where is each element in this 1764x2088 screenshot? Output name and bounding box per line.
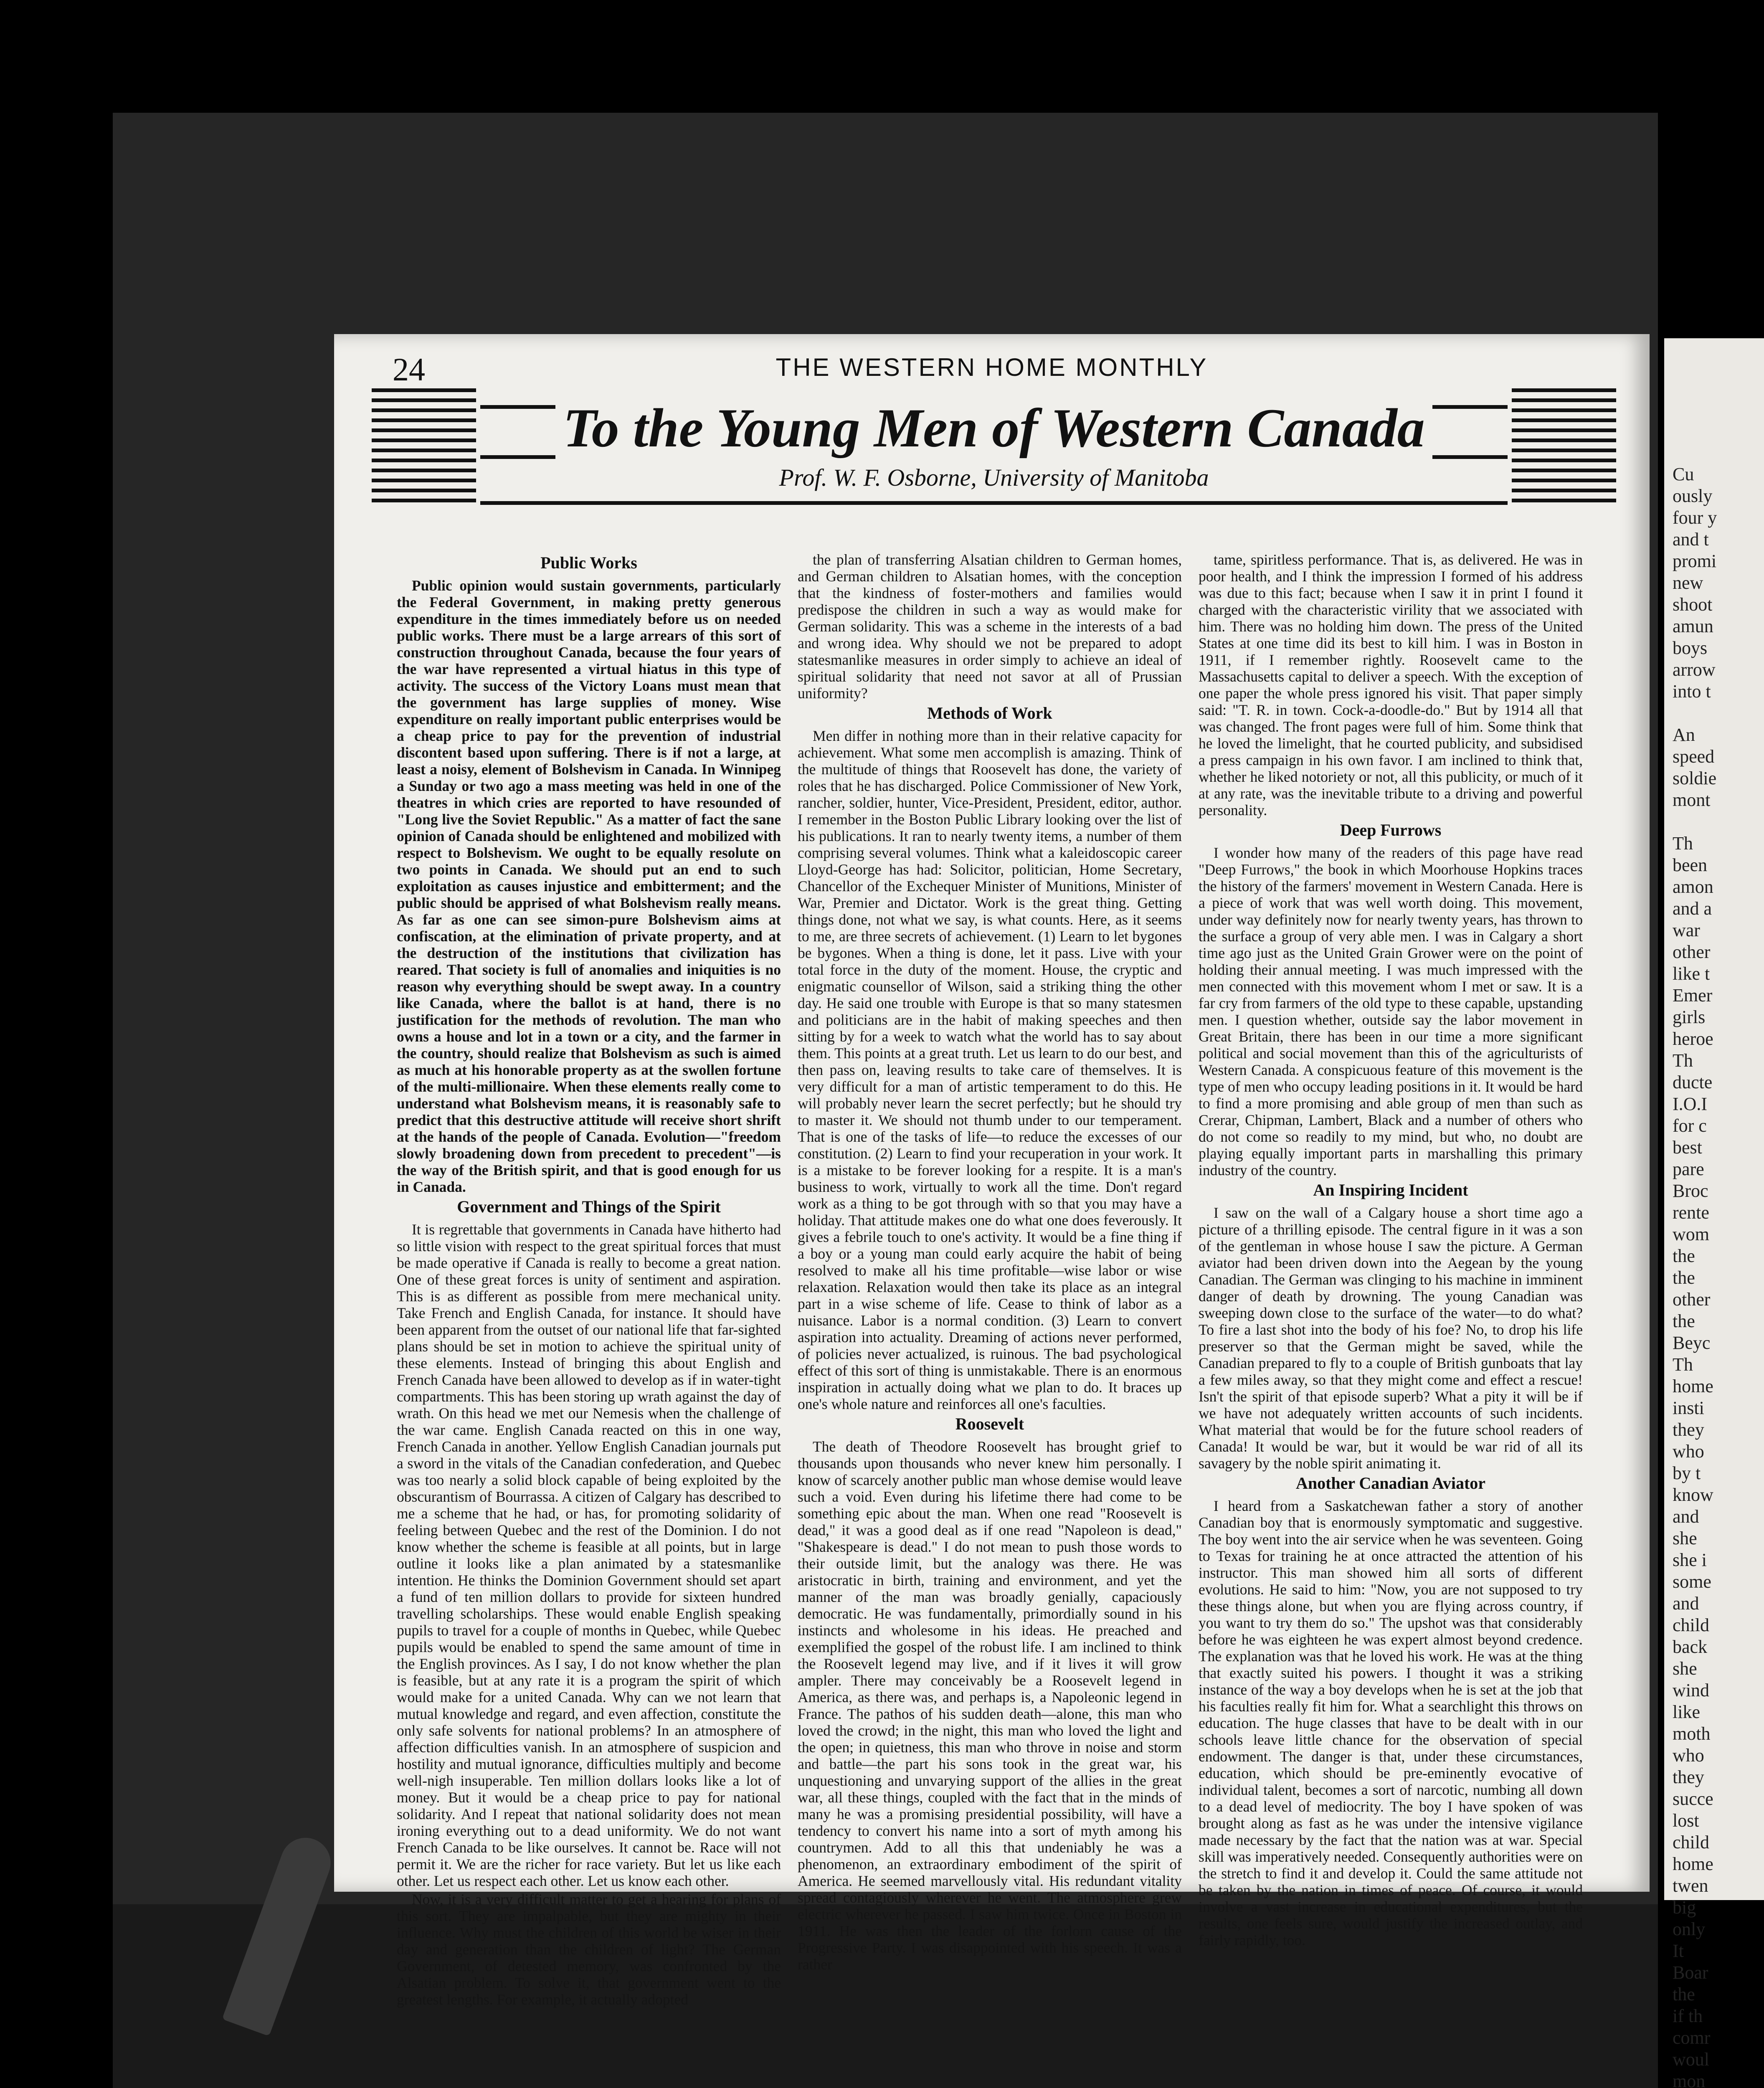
adjacent-text-fragment: child bbox=[1673, 1615, 1709, 1635]
adjacent-text-fragment: Boar bbox=[1673, 1962, 1708, 1983]
adjacent-text-fragment: child bbox=[1673, 1832, 1709, 1852]
banner-line bbox=[480, 455, 555, 459]
adjacent-text-fragment: woul bbox=[1673, 2049, 1709, 2070]
adjacent-text-fragment: Emer bbox=[1673, 985, 1713, 1006]
banner-line bbox=[480, 405, 555, 409]
adjacent-text-fragment: other bbox=[1673, 1289, 1711, 1310]
adjacent-text-fragment: soldie bbox=[1673, 768, 1717, 788]
adjacent-text-fragment: Th bbox=[1673, 1050, 1693, 1071]
column-1 bbox=[397, 551, 781, 2008]
adjacent-text-fragment: heroe bbox=[1673, 1029, 1713, 1049]
adjacent-text-fragment: insti bbox=[1673, 1398, 1704, 1418]
adjacent-text-fragment: pare bbox=[1673, 1159, 1704, 1179]
adjacent-text-fragment: Th bbox=[1673, 1354, 1693, 1375]
adjacent-text-fragment: boys bbox=[1673, 638, 1708, 658]
adjacent-text-fragment bbox=[1673, 811, 1764, 833]
section-heading: Public Works bbox=[540, 553, 637, 572]
banner-line bbox=[1432, 405, 1508, 409]
adjacent-text-fragment: Th bbox=[1673, 833, 1693, 854]
adjacent-text-fragment: some bbox=[1673, 1571, 1711, 1592]
adjacent-text-fragment: and a bbox=[1673, 898, 1712, 919]
adjacent-text-fragment: best bbox=[1673, 1137, 1702, 1158]
decorative-rules-left bbox=[372, 388, 476, 509]
magazine-page bbox=[334, 334, 1650, 2008]
adjacent-text-fragment: mon bbox=[1673, 2071, 1706, 2088]
adjacent-text-fragment: amon bbox=[1673, 877, 1713, 897]
adjacent-text-fragment: the bbox=[1673, 1311, 1695, 1331]
adjacent-text-fragment: and t bbox=[1673, 529, 1709, 550]
adjacent-text-fragment: who bbox=[1673, 1745, 1704, 1766]
adjacent-text-fragment: speed bbox=[1673, 746, 1715, 767]
adjacent-text-fragment: amun bbox=[1673, 616, 1713, 636]
adjacent-text-fragment: comr bbox=[1673, 2027, 1711, 2048]
section-heading: Another Canadian Aviator bbox=[1295, 1474, 1486, 1493]
adjacent-text-fragment: she bbox=[1673, 1658, 1697, 1679]
adjacent-text-fragment: into t bbox=[1673, 681, 1711, 702]
adjacent-text-fragment: she i bbox=[1673, 1550, 1707, 1570]
paragraph: I saw on the wall of a Calgary house a short time ago a picture of a thrilling episode. The central figure in it was a son of the gentleman in whose house I saw the picture. A German aviator had been driven down into the Aegean by the young Canadian. The German was clinging to his machine in imminent danger of death by drowning. The young Canadian was sweeping down close to the surface of the water—to do what? To fire a last shot into the body of his foe? No, to drop his life preserver so that the German might be saved, while the Canadian prepared to fly to a couple of British gunboats that lay a few miles away, so that they might come and effect a rescue! Isn't the spirit of that episode superb? What a pity it will be if we have not adequately written accounts of such incidents. What material that would be for the future school readers of Canada! It would be war, but it would be war rid of all its savagery by the noble spirit animating it. bbox=[1199, 1204, 1583, 1472]
adjacent-text-fragment: like t bbox=[1673, 963, 1710, 984]
paragraph: the plan of transferring Alsatian children to German homes, and German children to Alsatian homes, with the conception that the kindness of foster-mothers and families would predispose the children in such a way as would make for German solidarity. This was a scheme in the interests of a bad and wrong idea. Why should we not be prepared to adopt statesmanlike measures in order simply to achieve an ideal of spiritual solidarity that need not savor at all of Prussian uniformity? bbox=[798, 551, 1182, 702]
article-title: To the Young Men of Western Canada bbox=[563, 397, 1425, 459]
adjacent-text-fragment: new bbox=[1673, 573, 1703, 593]
adjacent-text-fragment: war bbox=[1673, 920, 1700, 940]
adjacent-text-fragment: succe bbox=[1673, 1789, 1713, 1809]
article-byline: Prof. W. F. Osborne, University of Manitoba bbox=[779, 464, 1209, 491]
adjacent-text-fragment: wom bbox=[1673, 1224, 1709, 1244]
adjacent-text-fragment: they bbox=[1673, 1767, 1704, 1787]
adjacent-text-fragment bbox=[1673, 702, 1764, 724]
adjacent-text-fragment: been bbox=[1673, 855, 1708, 875]
banner-base-line bbox=[480, 501, 1508, 505]
adjacent-page-edge bbox=[1664, 338, 1764, 2088]
adjacent-text-fragment: mont bbox=[1673, 790, 1711, 810]
adjacent-text-fragment: twen bbox=[1673, 1875, 1708, 1896]
adjacent-text-fragment: I.O.I bbox=[1673, 1094, 1708, 1114]
section-heading: Methods of Work bbox=[927, 704, 1052, 722]
adjacent-text-fragment: like bbox=[1673, 1702, 1700, 1722]
paragraph: Now, it is a very difficult matter to get a hearing for plans of this sort. They are impalpable, but they are mighty in their influence. Why must the children of this world be wiser in their day and generation than the children of light? The German Government, of detested memory, was confronted by the Alsatian problem. To solve it, that government went to the greatest lengths. For example, it actually adopted bbox=[397, 1891, 781, 2008]
section-heading: Roosevelt bbox=[955, 1414, 1024, 1433]
paragraph: tame, spiritless performance. That is, as delivered. He was in poor health, and I think the impression I formed of his address was due to this fact; because when I saw it in print I found it charged with the characteristic virility that we associated with him. There was no holding him down. The press of the United States at one time did its best to kill him. I was in Boston in 1911, if I remember rightly. Roosevelt came to the Massachusetts capital to deliver a speech. With the exception of one paper the whole press ignored his visit. That paper simply said: "T. R. in town. Cock-a-doodle-do." But by 1914 all that was changed. The front pages were full of him. Some think that he loved the limelight, that he courted publicity, and subsidised a press campaign in his own favor. I am inclined to think that, whether he liked notoriety or not, all this publicity, or much of it at any rate, was the inevitable tribute to a driving and powerful personality. bbox=[1199, 551, 1583, 818]
section-heading: Government and Things of the Spirit bbox=[457, 1197, 721, 1216]
adjacent-text-fragment: only bbox=[1673, 1919, 1706, 1939]
paragraph: I wonder how many of the readers of this page have read "Deep Furrows," the book in which Moorhouse Hopkins traces the history of the farmers' movement in Western Canada. Here is a piece of work that was well worth doing. This movement, under way definitely now for nearly twenty years, has thrown to the surface a group of very able men. I was in Calgary a short time ago just as the United Grain Grower were on the point of holding their annual meeting. I was much impressed with the men connected with this movement whom I met or saw. It is a far cry from farmers of the old type to these capable, upstanding men. I question whether, outside say the labor movement in Great Britain, there has been in our time a more significant political and social movement than this of the agriculturists of Western Canada. A conspicuous feature of this movement is the type of men who occupy leading positions in it. It would be hard to find a more promising and able group of men than such as Crerar, Chipman, Lambert, Black and a number of others who do not come so readily to my mind, but who, no doubt are playing equally important parts in marshalling this primary industry of the country. bbox=[1199, 844, 1583, 1178]
column-3 bbox=[1199, 551, 1583, 1949]
adjacent-text-fragment: Cu bbox=[1673, 464, 1694, 484]
adjacent-text-fragment: the bbox=[1673, 1984, 1695, 2004]
banner-line bbox=[1432, 455, 1508, 459]
adjacent-text-fragment: and bbox=[1673, 1506, 1699, 1527]
paragraph: It is regrettable that governments in Canada have hitherto had so little vision with respect to the great spiritual forces that must be made operative if Canada is really to become a great nation. One of these great forces is unity of sentiment and aspiration. This is as different as possible from mere mechanical unity. Take French and English Canada, for instance. It should have been apparent from the outset of our national life that far-sighted plans should be set in motion to achieve the spiritual unity of these elements. Instead of bringing this about English and French Canada have been allowed to develop as if in water-tight compartments. This has been storing up wrath against the day of wrath. On this head we met our Nemesis when the challenge of the war came. English Canada reacted on this in one way, French Canada in another. Yellow English Canadian journals put a sword in the vitals of the Canadian confederation, and Quebec was too nearly a solid block capable of being exploited by the obscurantism of Bourrassa. A citizen of Calgary has described to me a scheme that he had, or has, for promoting solidarity of feeling between Quebec and the rest of the Dominion. I do not know whether the scheme is feasible at all points, but in large outline it looks like a plan animated by a statesmanlike intention. He thinks the Dominion Government should set apart a fund of ten million dollars to provide for sixteen hundred travelling scholarships. These would enable English speaking pupils to travel for a couple of months in Quebec, while Quebec pupils would be enabled to spend the same amount of time in the English provinces. As I say, I do not know whether the plan is feasible, but at any rate it is a program the spirit of which would make for a united Canada. Why can we not learn that mutual knowledge and regard, and even affection, constitute the only safe solvents for national problems? In an atmosphere of affection difficulties vanish. In an atmosphere of suspicion and hostility and mutual ignorance, difficulties multiply and become well-nigh insuperable. Ten million dollars looks like a lot of money. But it would be a cheap price to pay for national solidarity. And I repeat that national solidarity does not mean ironing everything out to a dead uniformity. We do not want French Canada to be like ourselves. It cannot be. Race will not permit it. We are the richer for race variety. But let us like each other. Let us respect each other. Let us know each other. bbox=[397, 1221, 781, 1889]
paragraph: Public opinion would sustain governments, particularly the Federal Government, in making pretty generous expenditure in the times immediately before us on needed public works. There must be a large arrears of this sort of construction throughout Canada, because the four years of the war have represented a virtual hiatus in this type of activity. The success of the Victory Loans must mean that the government has large supplies of money. Wise expenditure on really important public enterprises would be a cheap price to pay for the prevention of industrial discontent based upon suffering. There is if not a large, at least a noisy, element of Bolshevism in Canada. In Winnipeg a Sunday or two ago a mass meeting was held in one of the theatres in which cries are reported to have resounded of "Long live the Soviet Republic." As a matter of fact the sane opinion of Canada should be enlightened and mobilized with respect to Bolshevism. We ought to be equally resolute on two points in Canada. We should put an end to such exploitation as causes injustice and embitterment; and the public should be apprised of what Bolshevism really means. As far as one can see simon-pure Bolshevism aims at confiscation, at the elimination of private property, and at the destruction of the institutions that civilization has reared. That society is full of anomalies and iniquities is no reason why everything should be swept away. In a country like Canada, where the ballot is at hand, there is no justification for the methods of revolution. The man who owns a house and lot in a town or a city, and the farmer in the country, should realize that Bolshevism as such is aimed as much at his honorable property as at the swollen fortune of the multi-millionaire. When these elements really come to understand what Bolshevism means, it is reasonably safe to predict that this destructive attitude will receive short shrift at the hands of the people of Canada. Evolution—"freedom slowly broadening down from precedent to precedent"—is the way of the British spirit, and that is good enough for us in Canada. bbox=[397, 577, 781, 1195]
adjacent-text-fragment: other bbox=[1673, 942, 1711, 962]
title-banner bbox=[372, 388, 1616, 514]
page-number: 24 bbox=[393, 351, 425, 388]
adjacent-text-fragment: arrow bbox=[1673, 659, 1716, 680]
adjacent-text-fragment: ducte bbox=[1673, 1072, 1713, 1092]
paragraph: The death of Theodore Roosevelt has brought grief to thousands upon thousands who never knew him personally. I know of scarcely another public man whose demise would leave such a void. Even during his lifetime there had come to be something epic about the man. When one read "Roosevelt is dead," it was a good deal as if one read "Napoleon is dead," "Shakespeare is dead." I do not mean to push those words to their outside limit, but the analogy was there. He was aristocratic in birth, training and environment, and yet the manner of the man was broadly genially, capaciously democratic. He was fundamentally, primordially sound in his instincts and wholesome in his ideas. He preached and exemplified the gospel of the robust life. I am inclined to think the Roosevelt legend may live, and if it lives it will grow ampler. There may conceivably be a Roosevelt legend in America, as there was, and perhaps is, a Napoleonic legend in France. The pathos of his sudden death—alone, this man who loved the crowd; in the night, this man who loved the light and the open; in quietness, this man who throve in noise and storm and battle—the part his sons took in the great war, his unquestioning and unvarying support of the allies in the great war, all these things, coupled with the fact that in the minds of many he was a promising presidential possibility, will have a tendency to convert his name into a sort of myth among his countrymen. Add to all this that undeniably he was a phenomenon, an extraordinary embodiment of the spirit of America. He seemed marvellously vital. His redundant vitality spread contagiously wherever he went. The atmosphere grew electric wherever he passed. I saw him twice. Once in Boston in 1911. He was then the leader of the forlorn cause of the Progressive Party. I was disappointed with his speech. It was a rather bbox=[798, 1438, 1182, 1973]
adjacent-text-fragment: Beyc bbox=[1673, 1333, 1711, 1353]
adjacent-text-fragment: promi bbox=[1673, 551, 1717, 571]
adjacent-text-fragment: Broc bbox=[1673, 1181, 1708, 1201]
adjacent-text-fragment: moth bbox=[1673, 1723, 1711, 1744]
article-columns bbox=[397, 551, 1583, 2008]
adjacent-text-fragment: who bbox=[1673, 1441, 1704, 1462]
adjacent-text-fragment: and bbox=[1673, 1593, 1699, 1614]
decorative-rules-right bbox=[1512, 388, 1616, 509]
adjacent-text-fragment: home bbox=[1673, 1376, 1713, 1396]
adjacent-text-fragment: if th bbox=[1673, 2006, 1703, 2026]
adjacent-text-fragment: home bbox=[1673, 1854, 1713, 1874]
adjacent-text-fragment: lost bbox=[1673, 1810, 1699, 1831]
adjacent-text-fragment: she bbox=[1673, 1528, 1697, 1548]
paragraph: Men differ in nothing more than in their relative capacity for achievement. What some men accomplish is amazing. Think of the multitude of things that Roosevelt has done, the variety of roles that he has discharged. Police Commissioner of New York, rancher, soldier, hunter, Vice-President, President, editor, author. I remember in the Boston Public Library looking over the list of his publications. It ran to nearly twenty items, a number of them comprising several volumes. Think what a kaleidoscopic career Lloyd-George has had: Solicitor, politician, Home Secretary, Chancellor of the Exchequer Minister of Munitions, Minister of War, Premier and Dictator. Work is the great thing. Getting things done, not what we say, is what counts. Here, as it seems to me, are three secrets of achievement. (1) Learn to let bygones be bygones. When a thing is done, let it pass. Live with your total force in the duty of the moment. House, the cryptic and enigmatic counsellor of Wilson, said a striking thing the other day. He said one trouble with Europe is that so many statesmen and politicians are in the habit of making speeches and then sitting by for a week to watch what the world has to say about them. This points at a great truth. Let us learn to do our best, and then pass on, leaving results to take care of themselves. It is very difficult for a man of artistic temperament to do this. He will probably never learn the secret perfectly; but he should try to master it. We should not thumb under to our temperament. That is one of the tasks of life—to reduce the excesses of our constitution. (2) Learn to find your recuperation in your work. It is a mistake to be forever looking for a respite. It is a man's business to work, virtually to work all the time. Don't regard work as a thing to be got through with so that you may have a holiday. That attitude makes one do what one does feverously. It gives a febrile touch to one's activity. It would be a fine thing if a boy or a young man could early acquire the habit of being resolved to make all his time profitable—wise labor or wise relaxation. Relaxation would then take its place as an integral part in a wise scheme of life. Cease to think of labor as a nuisance. Labor is a normal condition. (3) Learn to convert aspiration into actuality. Dreaming of actions never performed, of policies never actualized, is ruinous. The bad psychological effect of this sort of thing is unmistakable. There is an enormous inspiration in actually doing what we plan to do. It braces up one's whole nature and reinforces all one's faculties. bbox=[798, 727, 1182, 1412]
adjacent-text-fragment: wind bbox=[1673, 1680, 1709, 1700]
adjacent-text-fragment: for c bbox=[1673, 1115, 1707, 1136]
adjacent-text-fragment: know bbox=[1673, 1485, 1713, 1505]
adjacent-text-fragment: shoot bbox=[1673, 594, 1713, 615]
adjacent-text-fragment: the bbox=[1673, 1267, 1695, 1288]
adjacent-text-fragment: big bbox=[1673, 1897, 1696, 1918]
adjacent-text-fragment: by t bbox=[1673, 1463, 1701, 1483]
adjacent-text-fragment: An bbox=[1673, 725, 1695, 745]
adjacent-text-fragment: rente bbox=[1673, 1202, 1709, 1223]
section-heading: Deep Furrows bbox=[1340, 821, 1442, 839]
adjacent-text-fragment: girls bbox=[1673, 1007, 1706, 1027]
adjacent-text-fragment: they bbox=[1673, 1419, 1704, 1440]
adjacent-text-fragment: back bbox=[1673, 1637, 1708, 1657]
adjacent-text-fragment: four y bbox=[1673, 507, 1717, 528]
adjacent-text-fragment: ously bbox=[1673, 486, 1713, 506]
adjacent-text-fragment: It bbox=[1673, 1941, 1684, 1961]
adjacent-text-fragment: the bbox=[1673, 1246, 1695, 1266]
masthead: THE WESTERN HOME MONTHLY bbox=[776, 353, 1208, 381]
column-2 bbox=[798, 551, 1182, 1973]
paragraph: I heard from a Saskatchewan father a story of another Canadian boy that is enormously symptomatic and suggestive. The boy went into the air service when he was seventeen. Going to Texas for training he at once attracted the attention of his instructor. This man showed him all sorts of different evolutions. He said to him: "Now, you are not supposed to try these things alone, but when you are flying across country, if you want to try them do so." The upshot was that considerably before he was eighteen he was expert almost beyond credence. The explanation was that he loved his work. He was at the thing that exactly suited his powers. I thought it was a striking instance of the way a boy develops when he is set at the job that his faculties really fit him for. What a searchlight this throws on education. The huge classes that have to be dealt with in our schools leave little chance for the observation of special endowment. The danger is that, under these circumstances, education, which should be pre-eminently evocative of individual talent, becomes a sort of narcotic, numbing all down to a dead level of mediocrity. The boy I have spoken of was brought along as fast as he was under the intensive vigilance made necessary by the fact that the nation was at war. Special skill was imperatively needed. Consequently authorities were on the stretch to find it and develop it. Could the same attitude not be taken by the nation in times of peace. Of course, it would involve a vast increase in educational expenditures, but the results, one feels sure, would justify the increased outlay, and fairly rapidly, too. bbox=[1199, 1498, 1583, 1949]
section-heading: An Inspiring Incident bbox=[1313, 1181, 1468, 1199]
